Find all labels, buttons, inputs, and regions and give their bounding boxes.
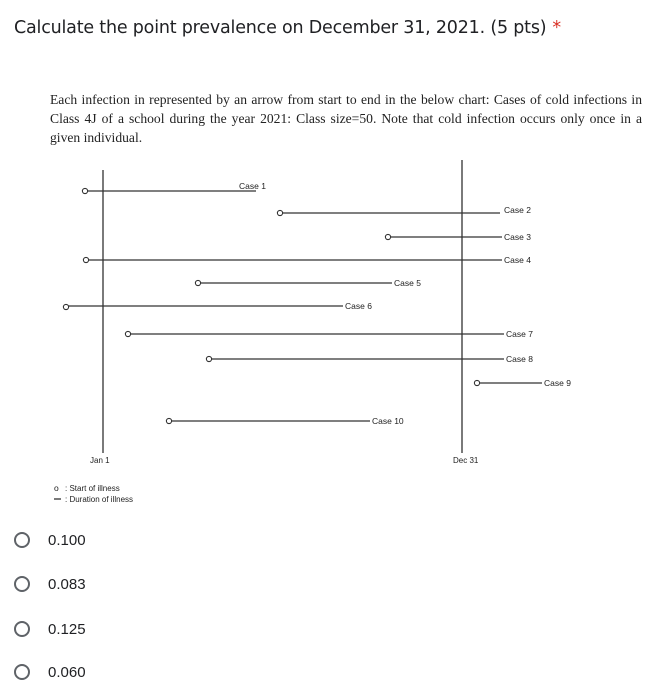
case-8-start-marker: [206, 356, 211, 361]
option-0-125[interactable]: [14, 615, 86, 643]
case-3-label: Case 3: [504, 232, 531, 242]
case-2-start-marker: [277, 210, 282, 215]
case-7-start-marker: [125, 331, 130, 336]
case-4-label: Case 4: [504, 255, 531, 265]
case-7-line: [125, 329, 533, 339]
case-7-label: Case 7: [506, 329, 533, 339]
radio-button[interactable]: [14, 532, 30, 548]
option-label: 0.083: [48, 575, 86, 593]
case-6-label: Case 6: [345, 301, 372, 311]
question-title: [14, 18, 561, 38]
case-2-line: [277, 205, 531, 216]
option-label: 0.100: [48, 531, 86, 549]
case-8-line: [206, 354, 533, 364]
case-4-start-marker: [83, 257, 88, 262]
case-10-label: Case 10: [372, 416, 404, 426]
case-3-line: [385, 232, 531, 242]
required-asterisk: *: [552, 18, 561, 38]
question-text: Calculate the point prevalence on December 31, 2021. (5 pts): [14, 18, 547, 38]
radio-button[interactable]: [14, 576, 30, 592]
option-label: 0.060: [48, 663, 86, 681]
case-6-line: [63, 301, 372, 311]
legend-start-label: : Start of illness: [65, 484, 120, 493]
case-8-label: Case 8: [506, 354, 533, 364]
case-10-line: [166, 416, 404, 426]
case-9-line: [474, 378, 571, 388]
case-9-label: Case 9: [544, 378, 571, 388]
case-10-start-marker: [166, 418, 171, 423]
case-1-label: Case 1: [239, 181, 266, 191]
case-1-start-marker: [82, 188, 87, 193]
option-0-060[interactable]: [14, 658, 86, 686]
figure-description: Each infection in represented by an arrow from start to end in the below chart: Cases of cold infections in Class 4J of a school during the year 2021: Class size=50. Note that cold infection occurs only once in a given individual.: [50, 92, 642, 145]
case-6-start-marker: [63, 304, 68, 309]
question-figure: [30, 78, 650, 518]
case-9-start-marker: [474, 380, 479, 385]
legend-duration-label: : Duration of illness: [65, 495, 134, 504]
dec31-label: Dec 31: [453, 456, 479, 465]
option-label: 0.125: [48, 620, 86, 638]
legend-start-symbol: o: [54, 483, 59, 493]
jan1-label: Jan 1: [90, 456, 110, 465]
case-5-line: [195, 278, 421, 288]
radio-button[interactable]: [14, 621, 30, 637]
case-5-start-marker: [195, 280, 200, 285]
case-2-label: Case 2: [504, 205, 531, 215]
option-0-100[interactable]: [14, 526, 86, 554]
case-4-line: [83, 255, 531, 265]
radio-button[interactable]: [14, 664, 30, 680]
option-0-083[interactable]: [14, 570, 86, 598]
legend: [54, 483, 133, 504]
case-3-start-marker: [385, 234, 390, 239]
case-timeline-chart: [30, 78, 650, 518]
case-1-line: [82, 181, 266, 194]
case-5-label: Case 5: [394, 278, 421, 288]
